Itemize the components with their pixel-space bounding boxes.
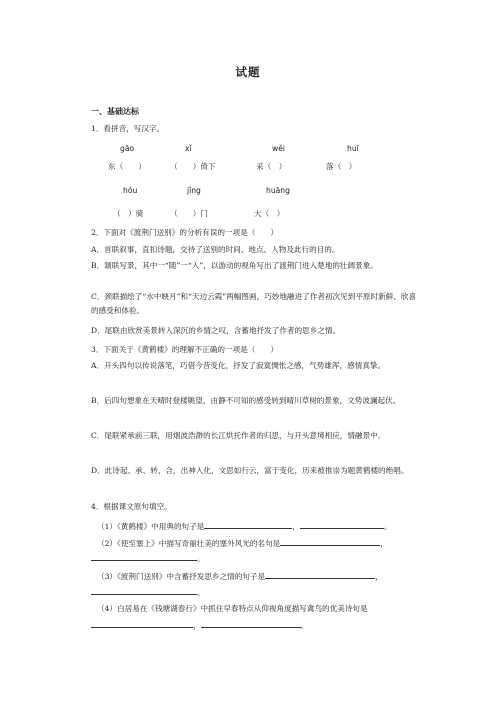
word-3: 采（ ） [256, 162, 287, 171]
period: 。 [197, 588, 205, 597]
q3-option-c: C．尾联紧承前三联，用烟波浩渺的长江烘托作者的归思，与开头意境相应，情融景中。 [91, 431, 386, 440]
blank[interactable] [300, 520, 384, 529]
q4-item-3-text: （3）《渡荆门送别》中含蓄抒发思乡之情的句子是 [97, 572, 266, 581]
q4-item-2-cont [91, 552, 421, 564]
pinyin-4: huī [347, 144, 359, 153]
blank[interactable] [91, 552, 197, 561]
q3-stem: 3．下面关于《黄鹤楼》的理解不正确的一项是（ ） [91, 345, 279, 354]
blank[interactable] [91, 619, 193, 628]
comma: ， [193, 621, 201, 630]
comma: ， [292, 522, 300, 531]
blank[interactable] [201, 619, 301, 628]
q3-option-d: D．此诗起、承、转、合，出神入化，文思如行云，富于变化，历来被推崇为题黄鹤楼的绝唱。 [91, 466, 409, 475]
q2-option-b: B．颔联写景，其中一“随”一“入”，以游动的视角写出了渡荆门进入楚地的壮阔景象。 [91, 261, 378, 270]
pinyin-5: hóu [123, 186, 138, 195]
word-4: 落（ ） [326, 162, 357, 171]
period: 。 [383, 522, 392, 531]
q4-item-1 [97, 520, 427, 532]
q4-item-3-cont [91, 586, 421, 598]
q4-item-1-text: （1）《黄鹤楼》中用典的句子是 [97, 522, 205, 531]
q4-item-4: （4）白居易在《钱塘湖春行》中抓住早春特点从仰视角度描写禽鸟的优美诗句是 [97, 604, 368, 613]
comma: ， [375, 572, 383, 581]
page-title: 试题 [235, 65, 261, 79]
q3-option-b: B．后四句想象在天晴时登楼眺望，由静不可知的感受转到晴川草树的景象，文势波澜起伏。 [91, 396, 401, 405]
period: 。 [300, 621, 309, 630]
q4-stem: 4．根据课文原句填空。 [91, 502, 172, 511]
q4-item-4-cont [91, 619, 421, 631]
q4-item-2 [97, 537, 427, 549]
pinyin-2: xǐ [185, 144, 192, 153]
q2-option-d: D．尾联由欣赏美景转入深沉的乡情之叹，含蓄地抒发了作者的思乡之情。 [91, 326, 341, 335]
q2-option-a: A．首联叙事，直扣诗题，交待了送别的时间、地点、人物及此行的目的。 [91, 245, 340, 254]
comma: ， [380, 539, 388, 548]
q1-stem: 1．看拼音，写汉字。 [91, 124, 165, 133]
blank[interactable] [91, 586, 197, 595]
period: 。 [197, 554, 205, 563]
section-heading: 一、基础达标 [91, 107, 139, 116]
q2-option-c: C．颈联描绘了“水中映月”和“天边云霞”两幅图画，巧妙地融进了作者初次见到平原时新鲜、欣喜的感受和体验。 [91, 292, 417, 315]
word-5: （ ）骑 [113, 209, 144, 218]
q3-option-a: A．开头四句以传说落笔，巧借今昔变化，抒发了寂寞惆怅之感，气势雄浑，感情真挚。 [91, 361, 386, 370]
word-6: （ ）门 [170, 209, 208, 218]
word-7: 大（ ） [254, 209, 285, 218]
q4-item-2-text: （2）《使至塞上》中描写奇丽壮美的塞外风光的名句是 [97, 539, 281, 548]
q2-stem: 2．下面对《渡荆门送别》的分析有误的一项是（ ） [91, 228, 279, 237]
word-1: 东（ ） [108, 162, 146, 171]
pinyin-1: gāo [120, 144, 135, 153]
pinyin-6: jǐng [187, 186, 201, 195]
blank[interactable] [280, 537, 380, 546]
pinyin-3: wěi [272, 144, 285, 153]
blank[interactable] [265, 570, 375, 579]
q4-item-3 [97, 570, 427, 582]
word-2: （ ）倚下 [170, 162, 216, 171]
blank[interactable] [204, 520, 292, 529]
pinyin-7: huāng [266, 186, 290, 195]
